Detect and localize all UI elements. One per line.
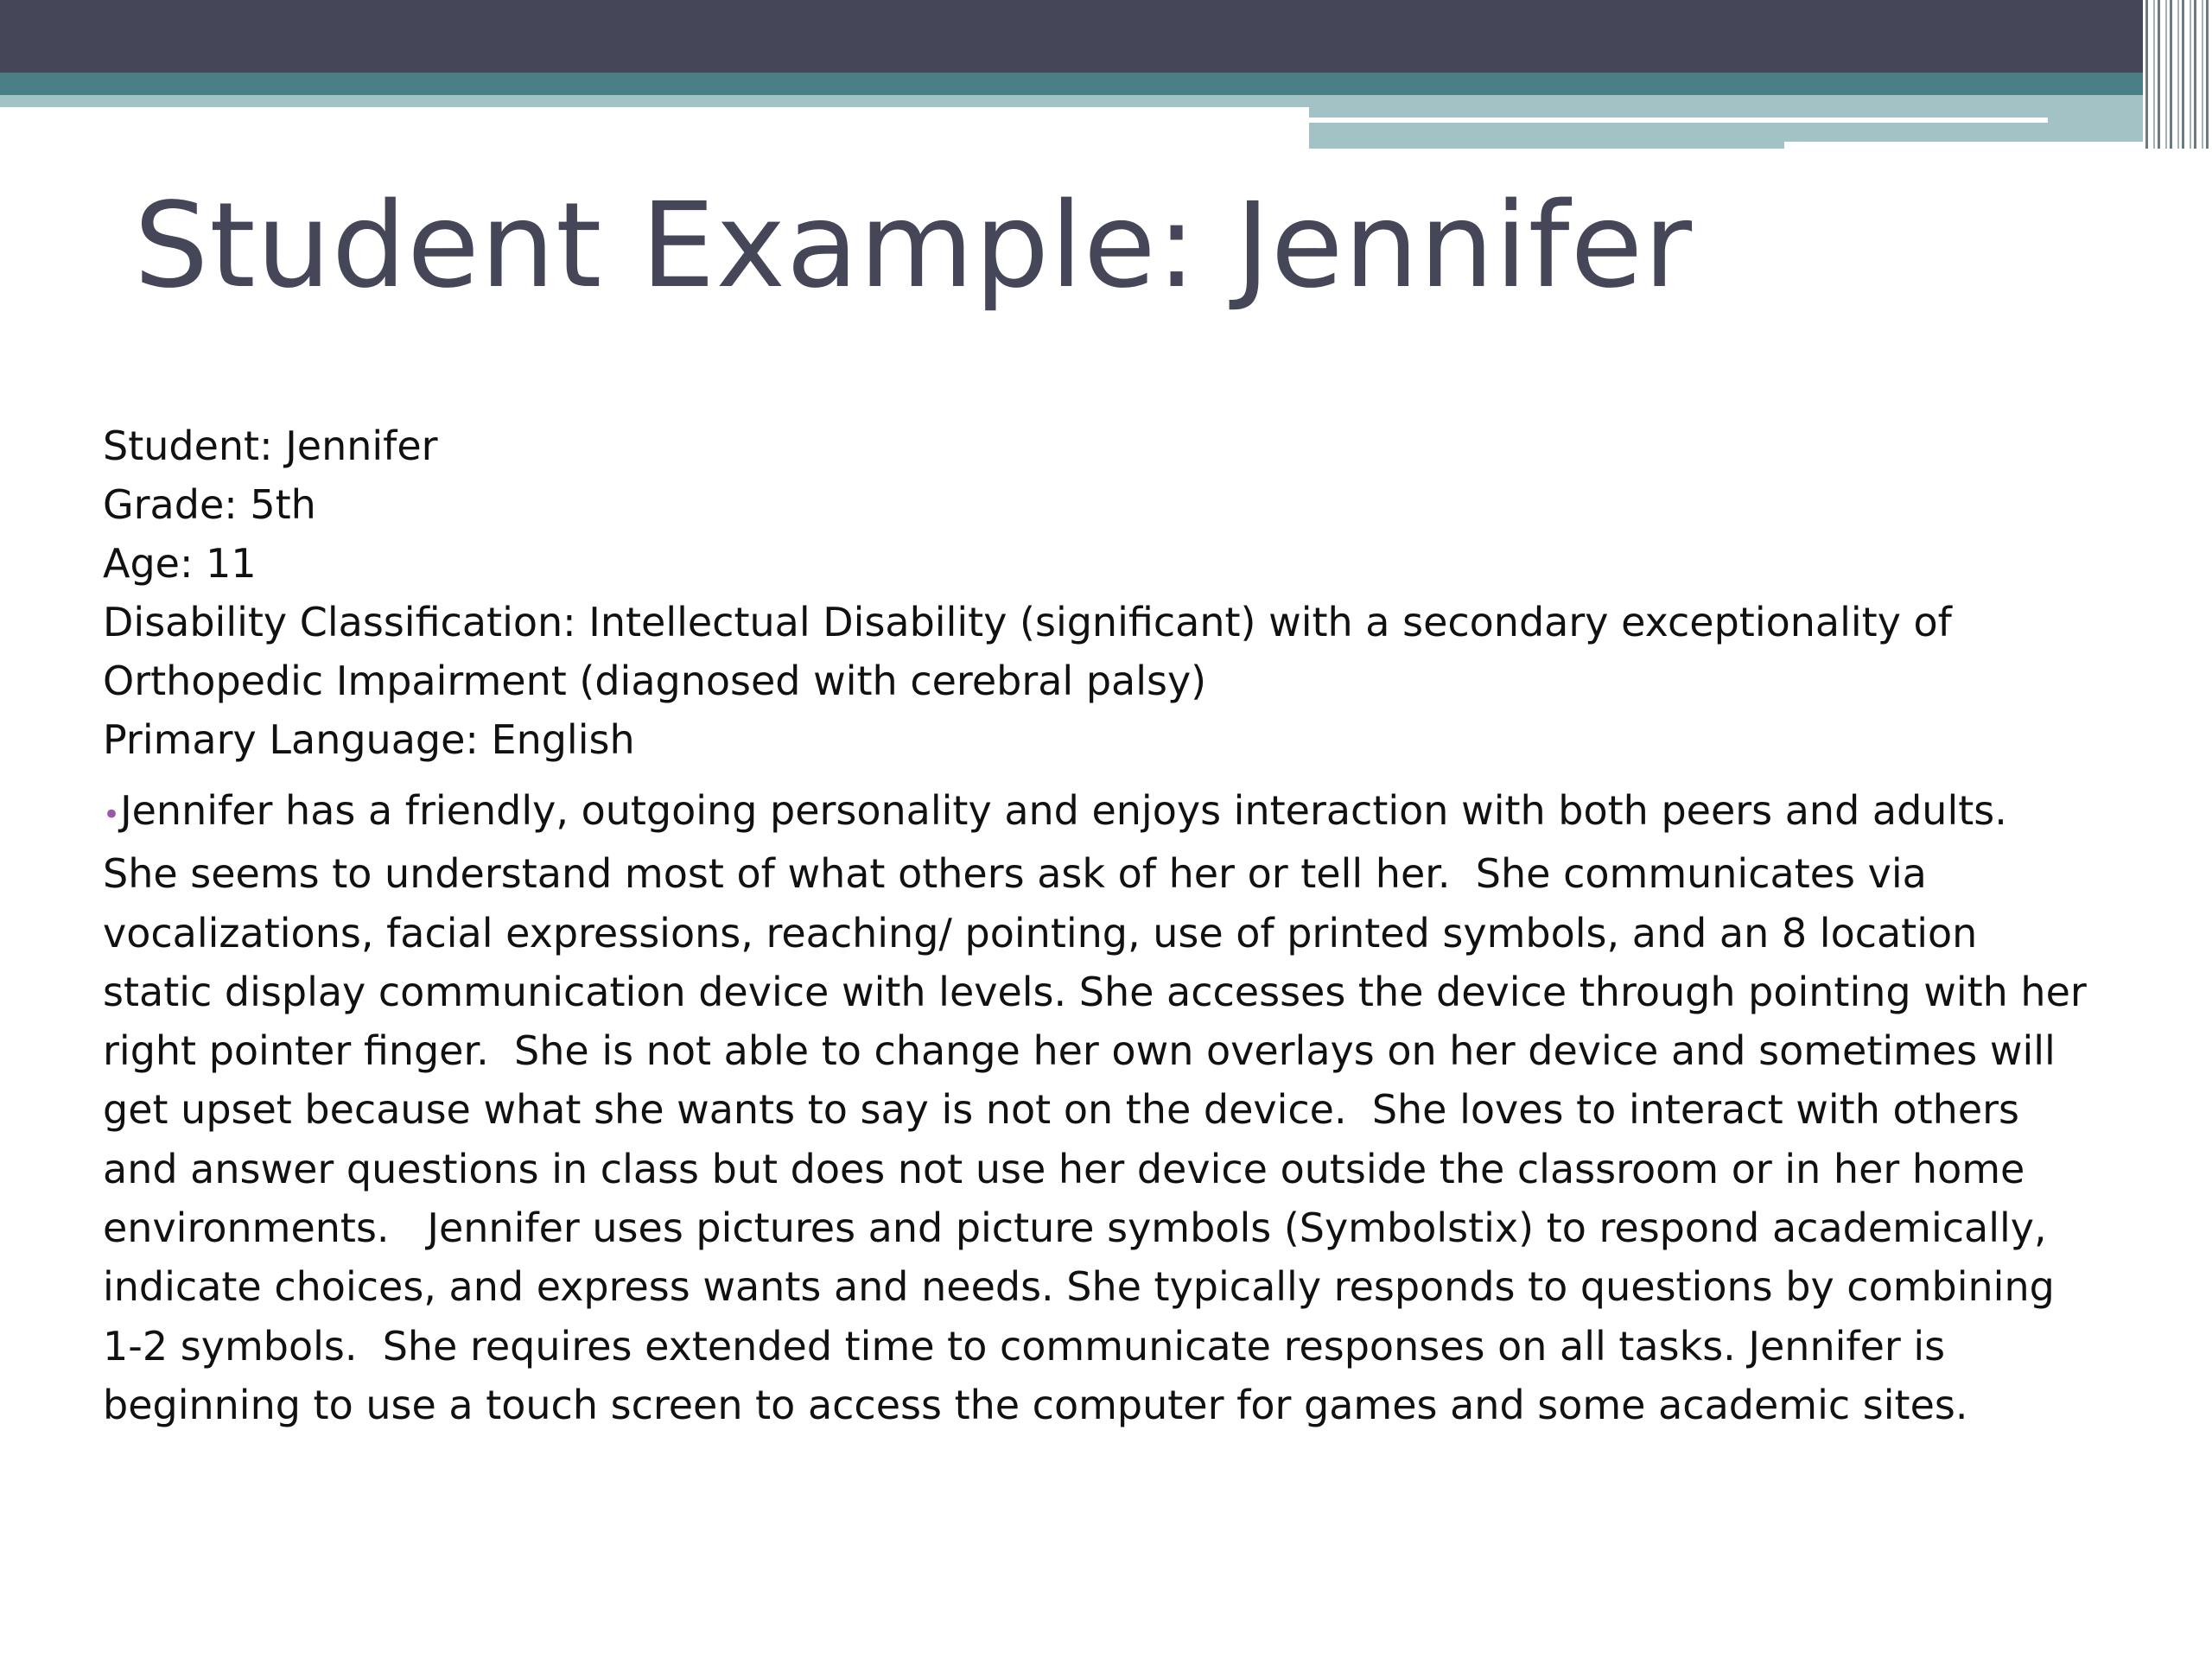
profile-grade: Grade: 5th	[103, 481, 316, 528]
header-band-light	[0, 95, 1309, 107]
header-rule-line	[1309, 118, 2048, 123]
profile-language: Primary Language: English	[103, 716, 635, 763]
description-paragraph	[103, 781, 2090, 1434]
paragraph-line: vocalizations, facial expressions, reaching/ pointing, use of printed symbols, and an 8 location	[103, 909, 1978, 957]
paragraph-line: and answer questions in class but does not use her device outside the classroom or in her home	[103, 1145, 2025, 1192]
paragraph-line: environments. Jennifer uses pictures and picture symbols (Symbolstix) to respond academically,	[103, 1205, 2047, 1252]
paragraph-line: She seems to understand most of what others ask of her or tell her. She communicates via	[103, 850, 1927, 898]
profile-disability-line-1: Disability Classification: Intellectual Disability (significant) with a secondary exceptionality of	[103, 599, 1952, 645]
profile-student: Student: Jennifer	[103, 423, 438, 469]
paragraph-line: 1-2 symbols. She requires extended time to communicate responses on all tasks. Jennifer is	[103, 1322, 1946, 1370]
profile-age: Age: 11	[103, 540, 257, 587]
paragraph-line: get upset because what she wants to say is not on the device. She loves to interact with others	[103, 1086, 2019, 1134]
paragraph-line: indicate choices, and express wants and needs. She typically responds to questions by combining	[103, 1263, 2055, 1311]
header-band-teal	[0, 73, 2212, 95]
header-pinstripes	[2143, 0, 2212, 149]
paragraph-line: beginning to use a touch screen to access the computer for games and some academic sites.	[103, 1381, 1968, 1428]
student-profile	[103, 416, 2090, 769]
slide-title: Student Example: Jennifer	[134, 178, 1694, 315]
paragraph-line	[103, 781, 2090, 844]
header-band-dark	[0, 0, 2212, 73]
paragraph-line: right pointer finger. She is not able to change her own overlays on her device and sometimes will	[103, 1027, 2056, 1075]
bullet-icon: •	[103, 798, 121, 832]
profile-disability-line-2: Orthopedic Impairment (diagnosed with cerebral palsy)	[103, 658, 1207, 704]
paragraph-line: static display communication device with levels. She accesses the device through pointing with her	[103, 968, 2087, 1015]
paragraph-line-text: Jennifer has a friendly, outgoing personality and enjoys interaction with both peers and adults.	[120, 787, 2007, 834]
